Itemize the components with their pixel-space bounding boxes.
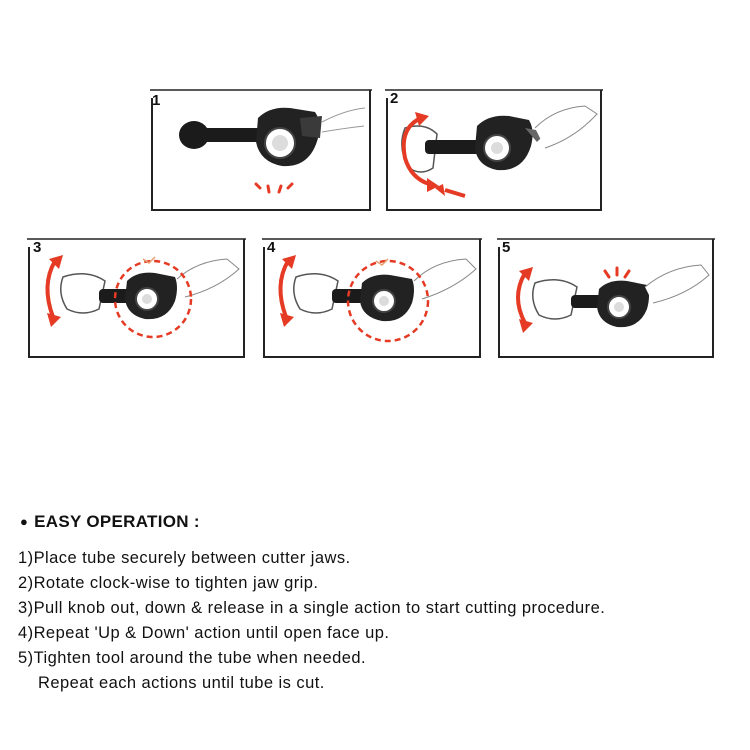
step-number-5: 5: [502, 239, 511, 256]
up-down-action-icon: [262, 237, 482, 359]
pull-knob-icon: [27, 237, 246, 359]
step-number-2: 2: [390, 90, 399, 107]
step-item-2: 2)Rotate clock-wise to tighten jaw grip.: [18, 574, 319, 592]
step-number-4: 4: [267, 239, 276, 256]
tighten-tool-icon: [497, 237, 715, 359]
step-item-4: 4)Repeat 'Up & Down' action until open face up.: [18, 624, 390, 642]
step-item-continuation: Repeat each actions until tube is cut.: [38, 674, 325, 692]
bullet-icon: ●: [20, 513, 29, 529]
rotate-clockwise-icon: [385, 88, 603, 212]
illustration-panel-1: [150, 88, 372, 212]
section-title: EASY OPERATION :: [34, 512, 200, 531]
easy-operation-section: [18, 512, 743, 696]
section-heading: [20, 512, 743, 532]
step-item-5: 5)Tighten tool around the tube when needed.: [18, 649, 367, 667]
illustration-panel-2: [385, 88, 603, 212]
steps-list: [18, 546, 743, 696]
illustration-panel-4: [262, 237, 482, 359]
step-item-3: 3)Pull knob out, down & release in a single action to start cutting procedure.: [18, 599, 606, 617]
illustration-panel-5: [497, 237, 715, 359]
step-number-3: 3: [33, 239, 42, 256]
illustration-panel-3: [27, 237, 246, 359]
tube-cutter-jaw-icon: [150, 88, 372, 212]
step-item-1: 1)Place tube securely between cutter jaws.: [18, 549, 351, 567]
step-number-1: 1: [152, 92, 161, 109]
